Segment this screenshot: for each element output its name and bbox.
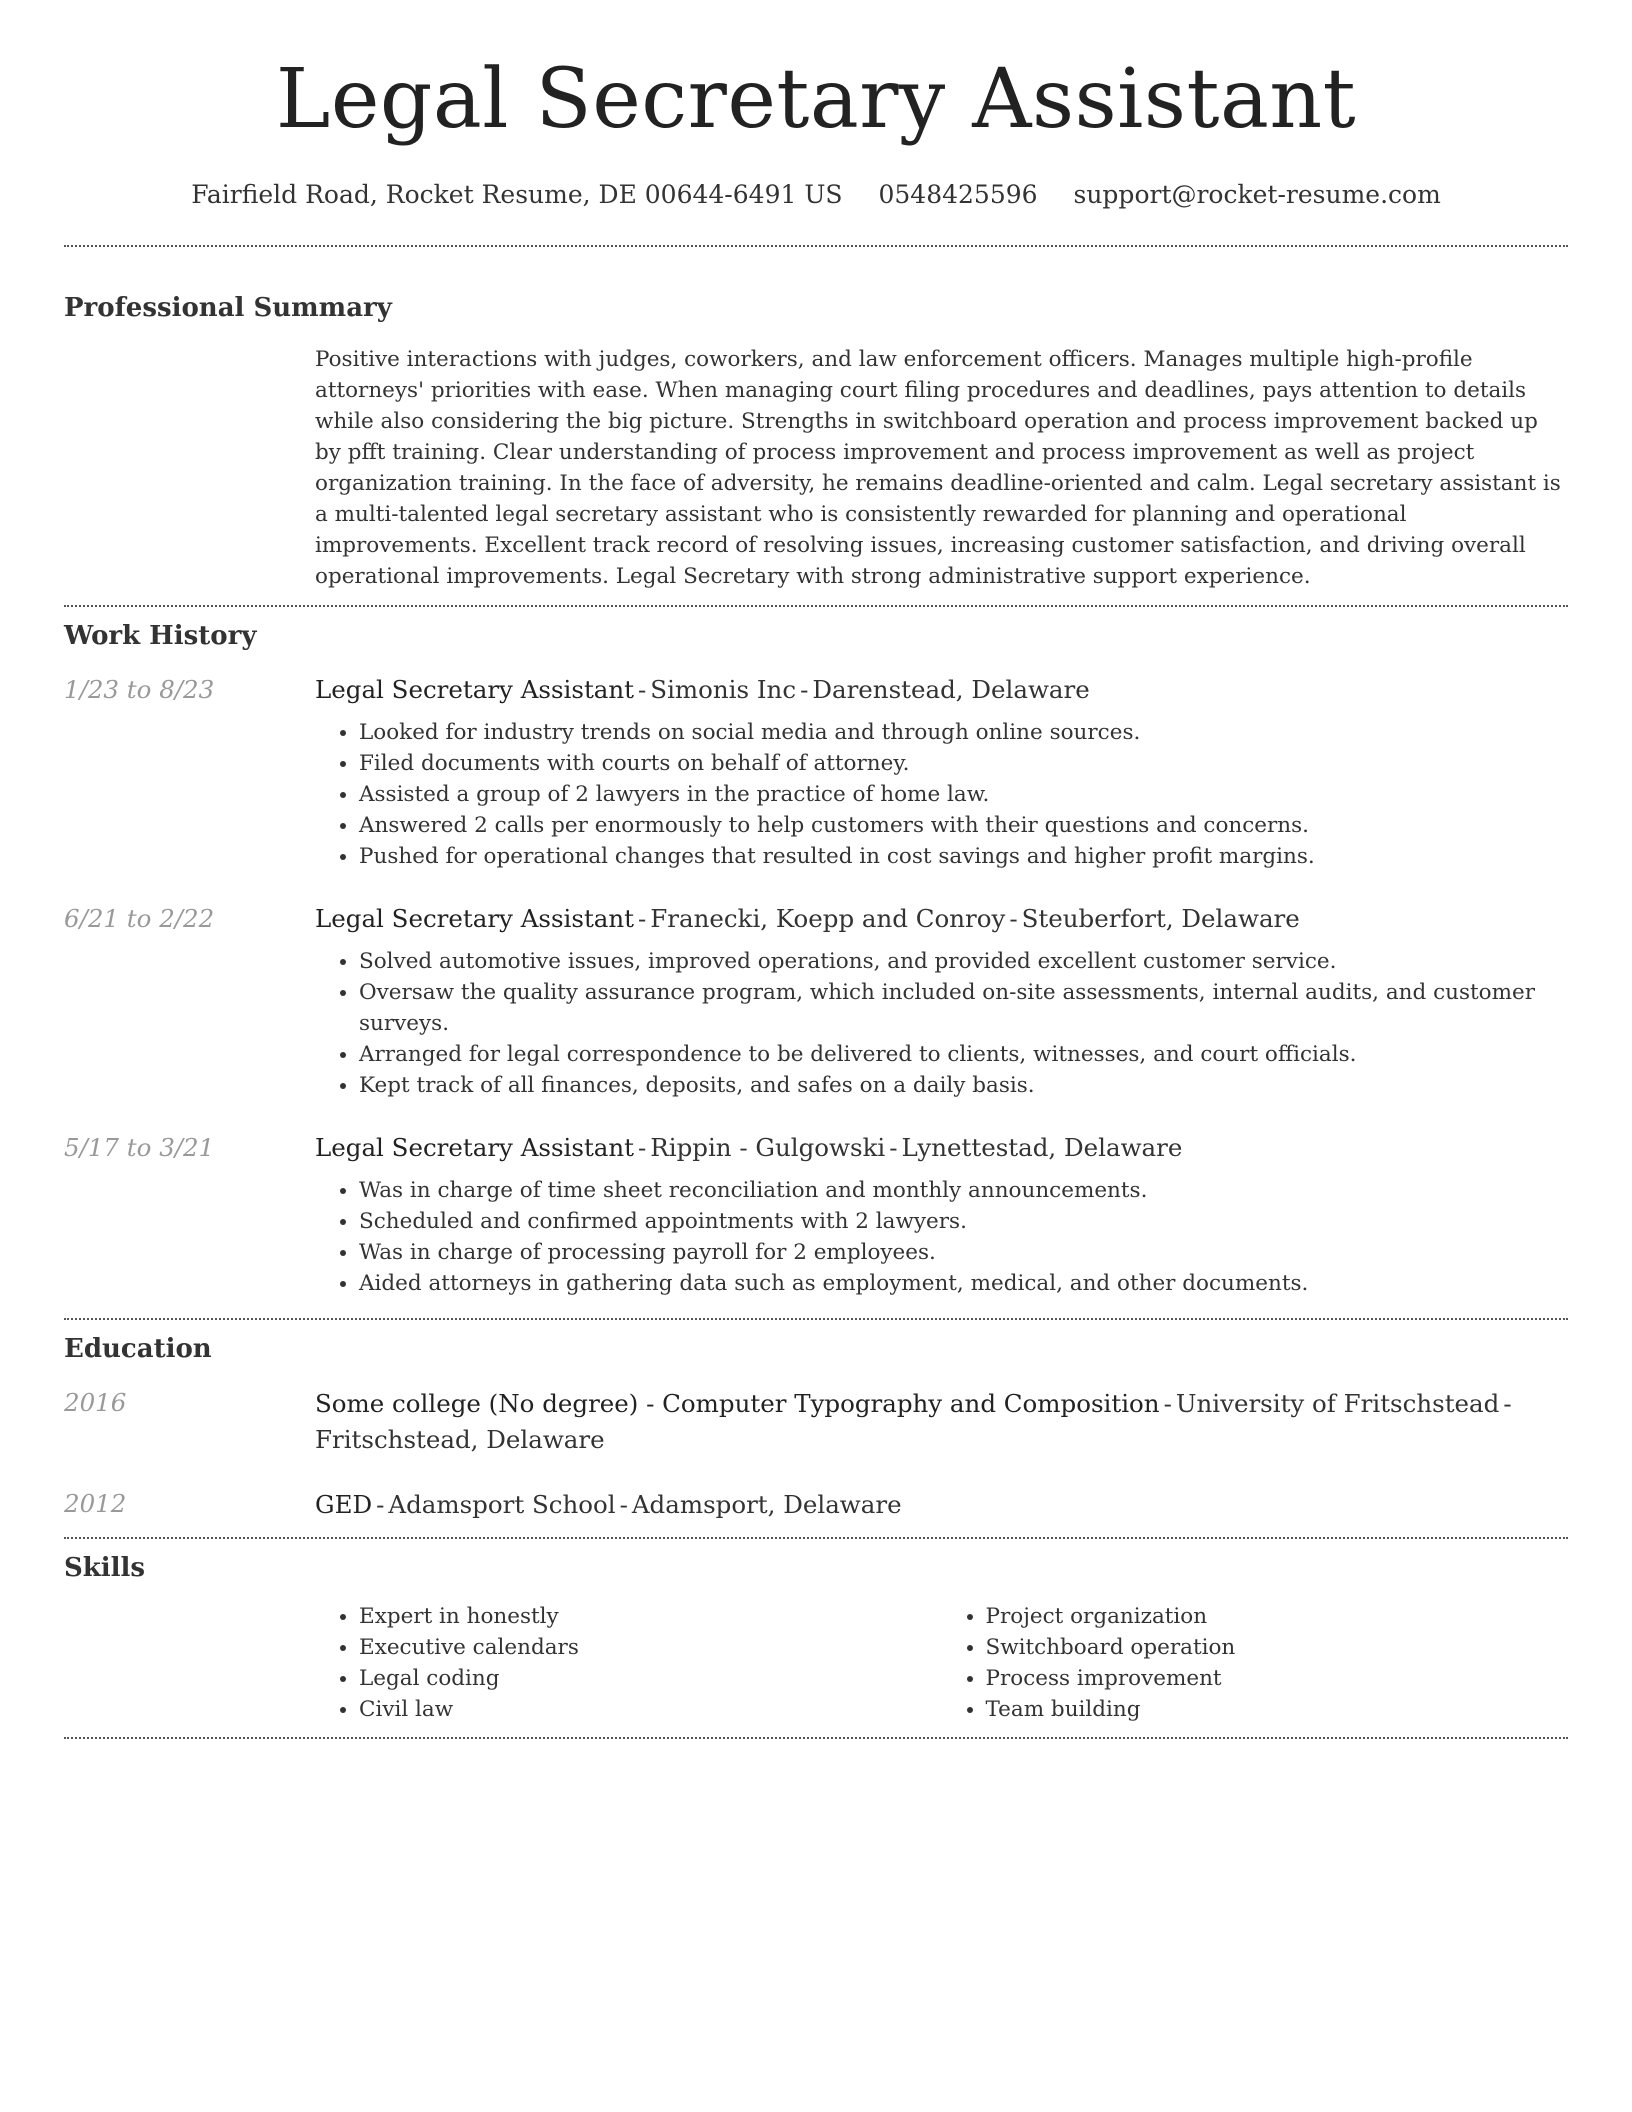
education-entry <box>64 1487 1568 1523</box>
summary-heading: Professional Summary <box>64 293 392 323</box>
job-bullet: • Pushed for operational changes that resulted in cost savings and higher profit margins. <box>359 841 1568 872</box>
job-location: Darenstead, Delaware <box>812 675 1090 704</box>
contact-address: Fairfield Road, Rocket Resume, DE 00644-6491 US <box>191 180 843 209</box>
education-school: Adamsport School <box>388 1490 616 1519</box>
education-degree: GED <box>315 1490 373 1519</box>
job-bullet: • Scheduled and confirmed appointments with 2 lawyers. <box>359 1206 1568 1237</box>
job-company: Rippin - Gulgowski <box>650 1133 886 1162</box>
education-section <box>64 1320 1568 1537</box>
job-location: Lynettestad, Delaware <box>901 1133 1183 1162</box>
education-title-line <box>315 1386 1568 1458</box>
job-bullet: • Kept track of all finances, deposits, and safes on a daily basis. <box>359 1070 1568 1101</box>
education-title-line <box>315 1487 1568 1523</box>
summary-section <box>64 247 1568 605</box>
skill-item: • Switchboard operation <box>986 1632 1569 1663</box>
job-bullet: • Looked for industry trends on social media and through online sources. <box>359 717 1568 748</box>
skill-item: • Process improvement <box>986 1663 1569 1694</box>
education-location: Fritschstead, Delaware <box>315 1425 605 1454</box>
skill-item: • Civil law <box>359 1694 942 1725</box>
job-bullet: • Assisted a group of 2 lawyers in the practice of home law. <box>359 779 1568 810</box>
contact-email: support@rocket-resume.com <box>1073 180 1441 209</box>
skill-item: • Project organization <box>986 1601 1569 1632</box>
education-year: 2016 <box>64 1388 127 1417</box>
job-separator: - <box>800 675 809 704</box>
education-location: Adamsport, Delaware <box>631 1490 902 1519</box>
job-separator: - <box>889 1133 898 1162</box>
job-title-line <box>315 902 1568 936</box>
job-separator: - <box>638 904 647 933</box>
contact-line <box>64 178 1568 212</box>
job-dates: 6/21 to 2/22 <box>64 904 215 933</box>
job-separator: - <box>638 675 647 704</box>
job-bullet: • Was in charge of time sheet reconciliation and monthly announcements. <box>359 1175 1568 1206</box>
skills-heading: Skills <box>64 1553 146 1583</box>
education-degree: Some college (No degree) - Computer Typography and Composition <box>315 1389 1160 1418</box>
job-entry <box>64 1131 1568 1299</box>
job-bullet: • Filed documents with courts on behalf of attorney. <box>359 748 1568 779</box>
divider <box>64 1737 1568 1739</box>
education-entry <box>64 1386 1568 1458</box>
work-history-heading: Work History <box>64 621 257 651</box>
skill-item: • Legal coding <box>359 1663 942 1694</box>
job-bullets <box>315 946 1568 1101</box>
work-history-section <box>64 607 1568 1318</box>
job-bullet: • Solved automotive issues, improved operations, and provided excellent customer service. <box>359 946 1568 977</box>
skill-item: • Team building <box>986 1694 1569 1725</box>
skill-item: • Expert in honestly <box>359 1601 942 1632</box>
education-year: 2012 <box>64 1489 127 1518</box>
education-separator: - <box>376 1490 385 1519</box>
skill-item: • Executive calendars <box>359 1632 942 1663</box>
job-separator: - <box>638 1133 647 1162</box>
skills-column-left <box>315 1601 942 1725</box>
job-bullet: • Answered 2 calls per enormously to help customers with their questions and concerns. <box>359 810 1568 841</box>
contact-phone: 0548425596 <box>878 180 1038 209</box>
job-separator: - <box>1009 904 1018 933</box>
job-bullet: • Aided attorneys in gathering data such as employment, medical, and other documents. <box>359 1268 1568 1299</box>
job-bullet: • Arranged for legal correspondence to be delivered to clients, witnesses, and court officials. <box>359 1039 1568 1070</box>
job-company: Simonis Inc <box>650 675 797 704</box>
job-company: Franecki, Koepp and Conroy <box>650 904 1006 933</box>
job-role: Legal Secretary Assistant <box>315 675 635 704</box>
education-separator: - <box>1503 1389 1512 1418</box>
job-location: Steuberfort, Delaware <box>1021 904 1300 933</box>
job-bullet: • Oversaw the quality assurance program, which included on-site assessments, internal audits, and customer surveys. <box>359 977 1568 1039</box>
education-school: University of Fritschstead <box>1175 1389 1500 1418</box>
job-title-line <box>315 673 1568 707</box>
education-heading: Education <box>64 1334 212 1364</box>
job-title-line <box>315 1131 1568 1165</box>
job-bullets <box>315 717 1568 872</box>
job-entry <box>64 902 1568 1101</box>
job-bullets <box>315 1175 1568 1299</box>
job-entry <box>64 673 1568 872</box>
job-bullet: • Was in charge of processing payroll for 2 employees. <box>359 1237 1568 1268</box>
job-role: Legal Secretary Assistant <box>315 1133 635 1162</box>
summary-text: Positive interactions with judges, coworkers, and law enforcement officers. Manages multiple high-profile attorneys' priorities with ease. When managing court filing procedures and deadlines, pays attention to details while also considering the big picture. Strengths in switchboard operation and process improvement backed up by pfft training. Clear understanding of process improvement and process improvement as well as project organization training. In the face of adversity, he remains deadline-oriented and calm. Legal secretary assistant is a multi-talented legal secretary assistant who is consistently rewarded for planning and operational improvements. Excellent track record of resolving issues, increasing customer satisfaction, and driving overall operational improvements. Legal Secretary with strong administrative support experience. <box>315 347 1561 589</box>
education-separator: - <box>619 1490 628 1519</box>
resume-page <box>64 0 1568 1739</box>
skills-column-right <box>942 1601 1569 1725</box>
job-role: Legal Secretary Assistant <box>315 904 635 933</box>
education-separator: - <box>1163 1389 1172 1418</box>
skills-section <box>64 1539 1568 1737</box>
job-dates: 1/23 to 8/23 <box>64 675 215 704</box>
skills-list <box>315 1601 1568 1725</box>
job-dates: 5/17 to 3/21 <box>64 1133 215 1162</box>
resume-name: Legal Secretary Assistant <box>275 52 1357 147</box>
